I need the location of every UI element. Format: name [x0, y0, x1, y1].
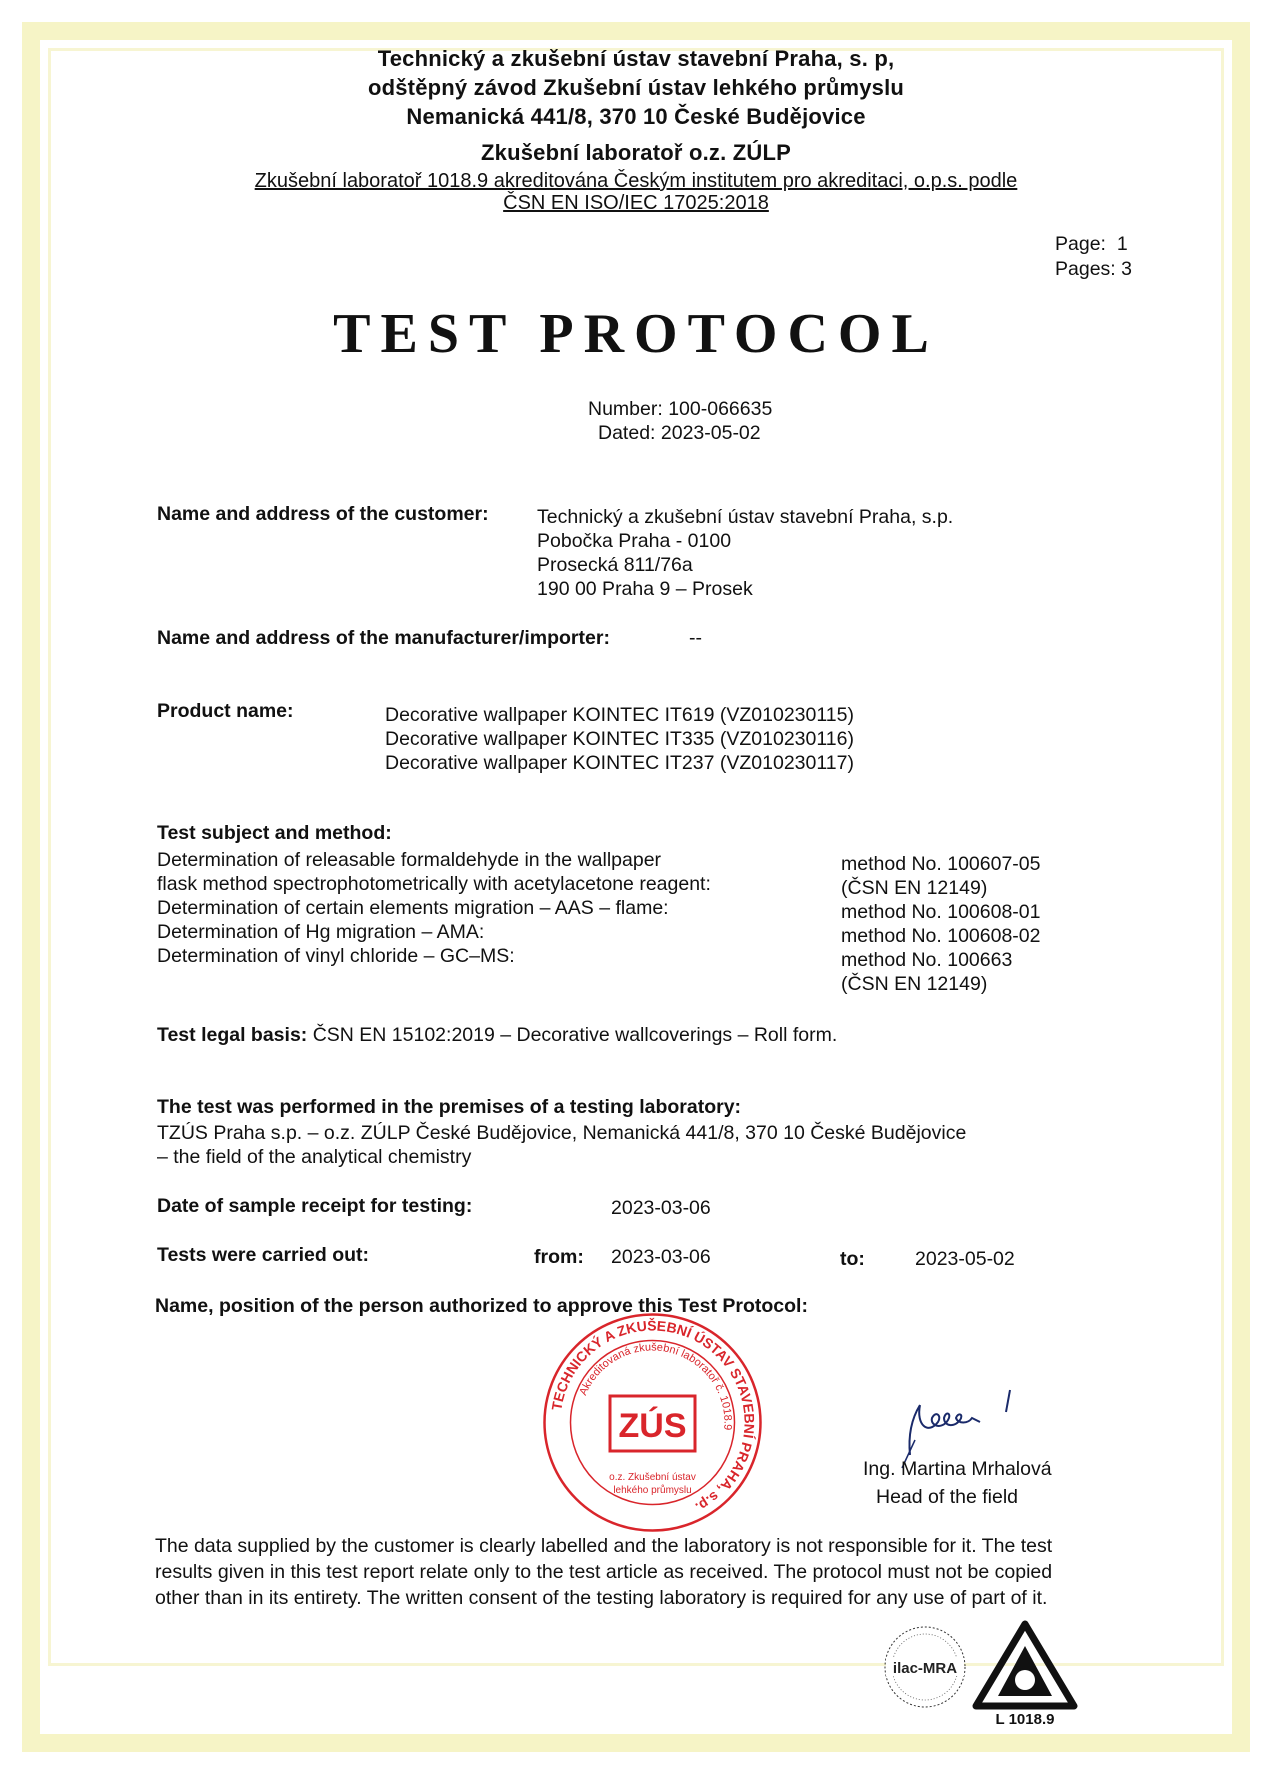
legal-basis: [157, 1024, 837, 1047]
ilac-mra-logo: [880, 1622, 970, 1712]
from-label: from:: [534, 1246, 584, 1268]
test-method-line: method No. 100608-02: [841, 925, 1041, 947]
product-label: Product name:: [157, 700, 294, 722]
pages-indicator: Pages: 3: [1055, 258, 1132, 280]
official-stamp: [540, 1310, 765, 1535]
approver-position: Head of the field: [876, 1486, 1019, 1508]
test-subject-label: Test subject and method:: [157, 822, 392, 844]
header-line-3: Nemanická 441/8, 370 10 České Budějovice: [406, 104, 866, 129]
disclaimer-line-3: other than in its entirety. The written consent of the testing laboratory is required for any use of part of it.: [155, 1587, 1048, 1609]
document-title: TEST PROTOCOL: [333, 303, 939, 365]
test-subject-line: Determination of Hg migration – AMA:: [157, 921, 485, 943]
manufacturer-label: Name and address of the manufacturer/importer:: [157, 627, 610, 649]
approver-name: Ing. Martina Mrhalová: [863, 1458, 1052, 1480]
test-subject-list: [157, 848, 711, 968]
test-method-line: method No. 100608-01: [841, 901, 1041, 923]
accreditation-line-2: ČSN EN ISO/IEC 17025:2018: [503, 192, 769, 214]
legal-basis-label: Test legal basis:: [157, 1024, 308, 1046]
protocol-number: Number: 100-066635: [588, 398, 773, 420]
customer-line: 190 00 Praha 9 – Prosek: [537, 578, 753, 600]
legal-basis-value: ČSN EN 15102:2019 – Decorative wallcoverings – Roll form.: [312, 1024, 838, 1046]
accreditation-logo: [970, 1618, 1080, 1730]
carried-out-label: Tests were carried out:: [157, 1244, 370, 1266]
customer-line: Pobočka Praha - 0100: [537, 530, 732, 552]
receipt-value: 2023-03-06: [611, 1197, 711, 1219]
test-method-line: method No. 100607-05: [841, 853, 1041, 875]
product-item: Decorative wallpaper KOINTEC IT619 (VZ010230115): [385, 704, 854, 726]
header-line-2: odštěpný závod Zkušební ústav lehkého průmyslu: [367, 75, 905, 100]
page-indicator: Page: 1: [1055, 233, 1128, 255]
test-subject-line: Determination of certain elements migration – AAS – flame:: [157, 897, 669, 919]
to-value: 2023-05-02: [915, 1248, 1015, 1270]
lab-code-text: L 1018.9: [995, 1711, 1055, 1728]
test-subject-line: flask method spectrophotometrically with acetylacetone reagent:: [157, 873, 711, 895]
premises-line-2: – the field of the analytical chemistry: [157, 1146, 472, 1168]
manufacturer-value: --: [689, 627, 702, 649]
stamp-bottom-line-2: lehkého průmyslu: [613, 1485, 692, 1496]
disclaimer-line-2: results given in this test report relate only to the test article as received. The protocol must not be copied: [155, 1561, 1053, 1583]
approval-label: Name, position of the person authorized to approve this Test Protocol:: [155, 1295, 808, 1317]
from-value: 2023-03-06: [611, 1246, 711, 1268]
customer-address: [537, 505, 953, 601]
ilac-mra-text: ilac-MRA: [892, 1660, 958, 1677]
protocol-date: Dated: 2023-05-02: [598, 422, 761, 444]
stamp-inner-text: Akreditovaná zkušební laboratoř č. 1018.9: [577, 1341, 734, 1431]
receipt-label: Date of sample receipt for testing:: [157, 1195, 473, 1217]
product-item: Decorative wallpaper KOINTEC IT335 (VZ010230116): [385, 728, 854, 750]
stamp-bottom-line-1: o.z. Zkušební ústav: [609, 1472, 696, 1483]
test-method-line: (ČSN EN 12149): [841, 973, 988, 995]
test-method-line: (ČSN EN 12149): [841, 877, 988, 899]
test-subject-line: Determination of releasable formaldehyde in the wallpaper: [157, 849, 662, 871]
customer-label: Name and address of the customer:: [157, 503, 489, 525]
customer-line: Technický a zkušební ústav stavební Praha, s.p.: [537, 506, 954, 528]
stamp-center-text: ZÚS: [618, 1407, 687, 1445]
premises-line-1: TZÚS Praha s.p. – o.z. ZÚLP České Budějovice, Nemanická 441/8, 370 10 České Budějovice: [157, 1122, 967, 1144]
test-subject-line: Determination of vinyl chloride – GC–MS:: [157, 945, 515, 967]
signature: [880, 1380, 1040, 1470]
test-method-line: method No. 100663: [841, 949, 1013, 971]
premises-label: The test was performed in the premises of a testing laboratory:: [157, 1096, 742, 1118]
header-line-1: Technický a zkušební ústav stavební Praha, s. p,: [377, 46, 895, 71]
product-list: [385, 703, 854, 775]
accreditation-line-1: Zkušební laboratoř 1018.9 akreditována Českým institutem pro akreditaci, o.p.s. podle: [254, 170, 1018, 192]
to-label: to:: [840, 1248, 865, 1270]
test-method-list: [841, 852, 1040, 996]
product-item: Decorative wallpaper KOINTEC IT237 (VZ010230117): [385, 752, 854, 774]
disclaimer-line-1: The data supplied by the customer is clearly labelled and the laboratory is not responsible for it. The test: [155, 1535, 1053, 1557]
customer-line: Prosecká 811/76a: [537, 554, 693, 576]
lab-name: Zkušební laboratoř o.z. ZÚLP: [481, 140, 791, 165]
stamp-outer-text: TECHNICKÝ A ZKUŠEBNÍ ÚSTAV STAVEBNÍ PRAHA, s.p.: [548, 1317, 758, 1516]
